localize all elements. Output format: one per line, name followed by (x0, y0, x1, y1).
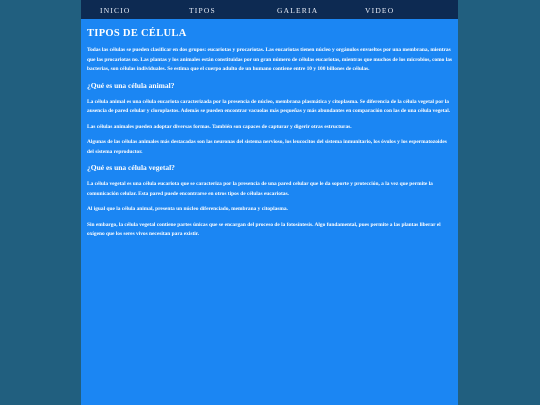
nav-link-galeria[interactable]: GALERIA (277, 6, 319, 15)
top-navigation-bar (81, 0, 458, 19)
animal-cell-paragraph: Las células animales pueden adoptar diversas formas. También son capaces de capturar y digerir otras estructuras. (87, 123, 352, 130)
animal-cell-paragraph: Algunas de las células animales más destacadas son las neuronas del sistema nervioso, los leucocitos del sistema inmunitario, los óvulos y los espermatozoides del sistema reproductor. (87, 139, 447, 155)
intro-paragraph: Todas las células se pueden clasificar en dos grupos: eucariotas y procariotas. Las eucariotas tienen núcleo y orgánulos envueltos por una membrana, mientras que las procariotas no. Las plantas y los animales están constituidas por un gran número de células eucariotas, mientras que muchos de los microbios, como las bacterias, son células individuales. Se estima que el cuerpo adulto de un humano contiene entre 10 y 100 billones de células. (87, 47, 452, 72)
plant-cell-paragraph: Al igual que la célula animal, presenta un núcleo diferenciado, membrana y citoplasma. (87, 206, 288, 212)
plant-cell-paragraph: Sin embargo, la célula vegetal contiene partes únicas que se encargan del proceso de la fotosíntesis. Algo fundamental, pues permite a las plantas liberar el oxígeno que los seres vivos necesitan para existir. (87, 221, 441, 237)
header-banner-fragment (143, 0, 203, 2)
plant-cell-paragraph: La célula vegetal es una célula eucariota que se caracteriza por la presencia de una pared celular que le da soporte y protección, a la vez que permite la comunicación celular. Esta pared puede encontrarse en otros tipos de células eucariotas. (87, 181, 433, 197)
nav-link-tipos[interactable]: TIPOS (189, 6, 216, 15)
section-heading-animal-cell: ¿Qué es una célula animal? (87, 80, 175, 90)
section-heading-plant-cell: ¿Qué es una célula vegetal? (87, 163, 175, 172)
nav-link-video[interactable]: VIDEO (365, 6, 395, 15)
animal-cell-paragraph: La célula animal es una célula eucariota caracterizada por la presencia de núcleo, membrana plasmática y citoplasma. Se diferencia de la célula vegetal por la ausencia de pared celular y cloroplastos. Además se pueden encontrar vacuolas más pequeñas y más abundantes en comparación con las de una célula vegetal. (87, 98, 451, 114)
page-title: TIPOS DE CÉLULA (87, 28, 187, 39)
nav-link-inicio[interactable]: INICIO (100, 6, 131, 15)
main-content-panel (81, 19, 458, 405)
